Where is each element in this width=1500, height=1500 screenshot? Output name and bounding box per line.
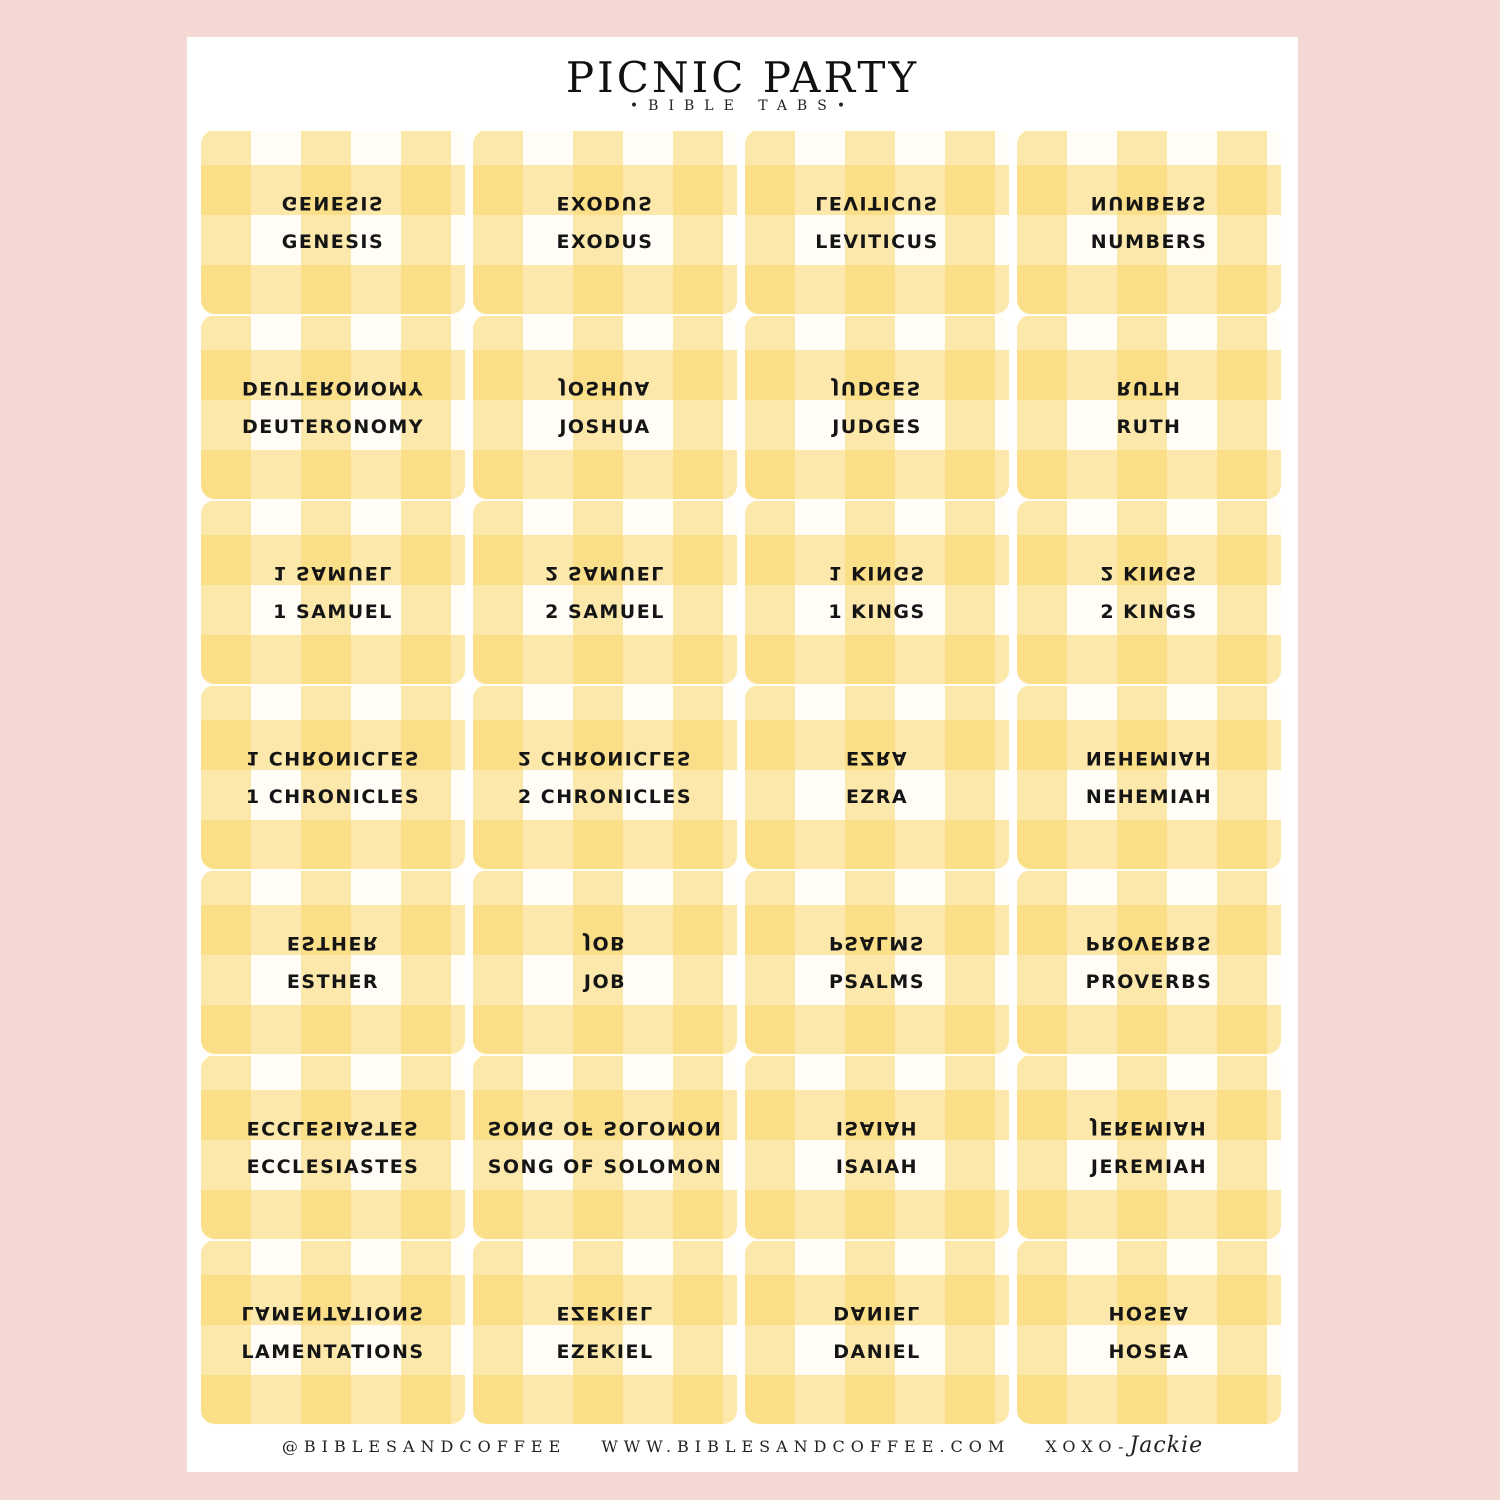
tab-label: JEREMIAH bbox=[1090, 1156, 1208, 1178]
bible-tab bbox=[1017, 870, 1281, 1055]
signoff-text: XOXO- bbox=[1045, 1437, 1130, 1456]
tab-label: 1 KINGS bbox=[828, 601, 926, 623]
tab-label-mirrored: JUDGES bbox=[832, 377, 922, 399]
tab-label: EXODUS bbox=[556, 231, 654, 253]
tab-grid bbox=[201, 130, 1281, 1425]
bible-tab bbox=[201, 130, 465, 315]
tab-label-mirrored: LEVITICUS bbox=[815, 192, 939, 214]
tab-label: GENESIS bbox=[281, 231, 385, 253]
bible-tab bbox=[201, 1240, 465, 1425]
tab-label: PROVERBS bbox=[1085, 971, 1213, 993]
bible-tab bbox=[745, 315, 1009, 500]
page-subtitle: •BIBLE TABS• bbox=[629, 98, 856, 114]
tab-label: 2 SAMUEL bbox=[545, 601, 665, 623]
tab-label-mirrored: 1 SAMUEL bbox=[273, 562, 393, 584]
tab-label: NEHEMIAH bbox=[1085, 786, 1213, 808]
bible-tab bbox=[745, 500, 1009, 685]
tab-label: JUDGES bbox=[832, 416, 922, 438]
tab-label-mirrored: 2 CHRONICLES bbox=[517, 747, 693, 769]
tab-label: NUMBERS bbox=[1090, 231, 1208, 253]
tab-label: PSALMS bbox=[828, 971, 925, 993]
tab-label: ESTHER bbox=[286, 971, 380, 993]
tab-label-mirrored: PROVERBS bbox=[1085, 932, 1213, 954]
website-link[interactable]: WWW.BIBLESANDCOFFEE.COM bbox=[601, 1437, 1011, 1456]
tab-label: 1 SAMUEL bbox=[273, 601, 393, 623]
tab-label-mirrored: ECCLESIASTES bbox=[246, 1117, 420, 1139]
tab-label-mirrored: RUTH bbox=[1116, 377, 1182, 399]
tab-label: LAMENTATIONS bbox=[241, 1341, 425, 1363]
tab-label: 2 CHRONICLES bbox=[517, 786, 693, 808]
tab-label: HOSEA bbox=[1108, 1341, 1190, 1363]
bible-tab bbox=[201, 870, 465, 1055]
bible-tab bbox=[745, 1055, 1009, 1240]
bible-tab bbox=[473, 500, 737, 685]
bible-tab bbox=[1017, 500, 1281, 685]
page-title: PICNIC PARTY bbox=[565, 53, 920, 102]
tab-label: EZEKIEL bbox=[556, 1341, 654, 1363]
tab-label: 2 KINGS bbox=[1100, 601, 1198, 623]
tab-label-mirrored: PSALMS bbox=[828, 932, 925, 954]
bible-tab bbox=[201, 1055, 465, 1240]
tab-label: SONG OF SOLOMON bbox=[487, 1156, 723, 1178]
bible-tab bbox=[473, 1055, 737, 1240]
tab-label-mirrored: NUMBERS bbox=[1090, 192, 1208, 214]
tab-label-mirrored: 2 KINGS bbox=[1100, 562, 1198, 584]
tab-label-mirrored: LAMENTATIONS bbox=[241, 1302, 425, 1324]
tab-label: DANIEL bbox=[833, 1341, 921, 1363]
bible-tab bbox=[745, 130, 1009, 315]
footer bbox=[187, 1433, 1298, 1458]
tab-label: LEVITICUS bbox=[815, 231, 939, 253]
tab-label-mirrored: GENESIS bbox=[281, 192, 385, 214]
bible-tab bbox=[201, 315, 465, 500]
signature: Jackie bbox=[1129, 1433, 1204, 1458]
bible-tab bbox=[1017, 685, 1281, 870]
tab-label-mirrored: ISAIAH bbox=[835, 1117, 919, 1139]
tab-label-mirrored: JOSHUA bbox=[559, 377, 651, 399]
tab-label: DEUTERONOMY bbox=[241, 416, 425, 438]
tab-label-mirrored: 1 CHRONICLES bbox=[245, 747, 421, 769]
instagram-handle[interactable]: @BIBLESANDCOFFEE bbox=[281, 1437, 567, 1456]
bible-tab bbox=[745, 870, 1009, 1055]
tab-label-mirrored: NEHEMIAH bbox=[1085, 747, 1213, 769]
bible-tab bbox=[745, 685, 1009, 870]
signoff bbox=[1045, 1433, 1203, 1458]
bible-tab bbox=[201, 500, 465, 685]
tab-label-mirrored: JOB bbox=[583, 932, 627, 954]
bible-tab bbox=[201, 685, 465, 870]
bible-tab bbox=[473, 315, 737, 500]
tab-label: JOSHUA bbox=[559, 416, 651, 438]
tab-label: EZRA bbox=[845, 786, 909, 808]
tab-label-mirrored: DANIEL bbox=[833, 1302, 921, 1324]
tab-label-mirrored: SONG OF SOLOMON bbox=[487, 1117, 723, 1139]
bible-tab bbox=[473, 130, 737, 315]
bible-tab bbox=[1017, 130, 1281, 315]
tab-label: RUTH bbox=[1116, 416, 1182, 438]
bible-tab bbox=[1017, 1240, 1281, 1425]
bible-tab bbox=[473, 870, 737, 1055]
tab-label-mirrored: EZEKIEL bbox=[556, 1302, 654, 1324]
tab-label: ECCLESIASTES bbox=[246, 1156, 420, 1178]
tab-label-mirrored: 1 KINGS bbox=[828, 562, 926, 584]
bible-tab bbox=[1017, 1055, 1281, 1240]
bible-tab bbox=[473, 685, 737, 870]
tab-label-mirrored: ESTHER bbox=[286, 932, 380, 954]
tab-label-mirrored: 2 SAMUEL bbox=[545, 562, 665, 584]
tab-label-mirrored: JEREMIAH bbox=[1090, 1117, 1208, 1139]
tab-label: ISAIAH bbox=[835, 1156, 919, 1178]
tab-label-mirrored: DEUTERONOMY bbox=[241, 377, 425, 399]
bible-tab bbox=[473, 1240, 737, 1425]
tab-label-mirrored: HOSEA bbox=[1108, 1302, 1190, 1324]
tab-label-mirrored: EXODUS bbox=[556, 192, 654, 214]
tab-label: 1 CHRONICLES bbox=[245, 786, 421, 808]
tab-label-mirrored: EZRA bbox=[845, 747, 909, 769]
tab-label: JOB bbox=[583, 971, 627, 993]
bible-tab bbox=[745, 1240, 1009, 1425]
bible-tab bbox=[1017, 315, 1281, 500]
